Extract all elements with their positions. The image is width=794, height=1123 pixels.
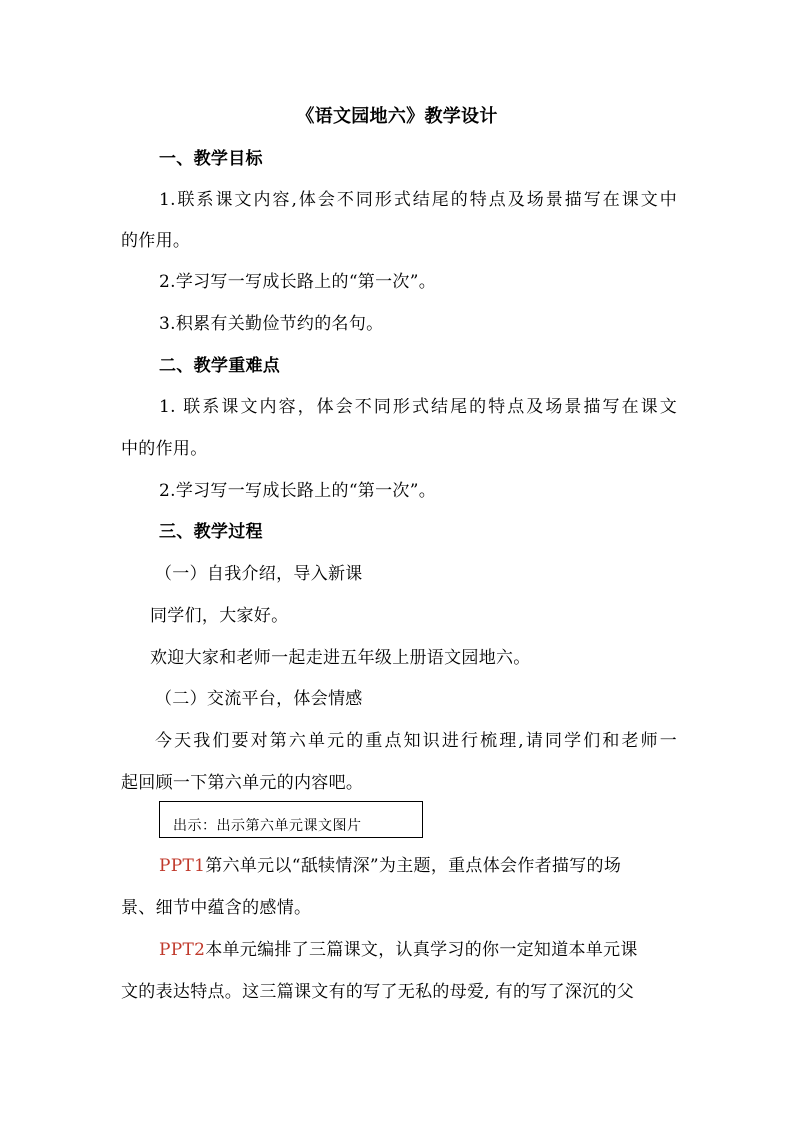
notice-box: [159, 801, 423, 838]
goal-item-3: 3.积累有关勤俭节约的名句。: [159, 314, 384, 334]
section-heading-process: 三、教学过程: [159, 522, 263, 542]
greeting-text: 同学们，大家好。: [150, 606, 289, 626]
review-line-2: 起回顾一下第六单元的内容吧。: [121, 773, 364, 793]
ppt2-label: PPT2: [159, 940, 206, 960]
notice-text: 出示：出示第六单元课文图片: [173, 818, 362, 834]
ppt2-text: 本单元编排了三篇课文，认真学习的你一定知道本单元课: [205, 940, 638, 960]
key-point-2: 2.学习写一写成长路上的“第一次”。: [159, 481, 437, 501]
ppt2-line-2: 文的表达特点。这三篇课文有的写了无私的母爱, 有的写了深沉的父: [121, 982, 635, 1002]
ppt1-line-1: [159, 856, 677, 876]
ppt1-line-2: 景、细节中蕴含的感情。: [121, 898, 312, 918]
key-point-1-line-2: 中的作用。: [121, 439, 208, 459]
review-line-1: 今天我们要对第六单元的重点知识进行梳理,请同学们和老师一: [155, 731, 677, 751]
key-point-1-line-1: 1. 联系课文内容，体会不同形式结尾的特点及场景描写在课文: [159, 397, 677, 417]
section-heading-goals: 一、教学目标: [159, 149, 263, 169]
section-heading-key-points: 二、教学重难点: [159, 356, 281, 376]
ppt1-text: 第六单元以“舐犊情深”为主题，重点体会作者描写的场: [205, 856, 622, 876]
step-2-title: （二）交流平台，体会情感: [155, 689, 363, 709]
goal-item-1-line-2: 的作用。: [121, 231, 191, 251]
ppt2-line-1: [159, 940, 677, 960]
welcome-text: 欢迎大家和老师一起走进五年级上册语文园地六。: [150, 648, 531, 668]
document-title: 《语文园地六》教学设计: [296, 106, 498, 127]
goal-item-1-line-1: 1.联系课文内容,体会不同形式结尾的特点及场景描写在课文中: [159, 190, 677, 210]
goal-item-2: 2.学习写一写成长路上的“第一次”。: [159, 272, 437, 292]
ppt1-label: PPT1: [159, 856, 206, 876]
step-1-title: （一）自我介绍，导入新课: [155, 564, 363, 584]
